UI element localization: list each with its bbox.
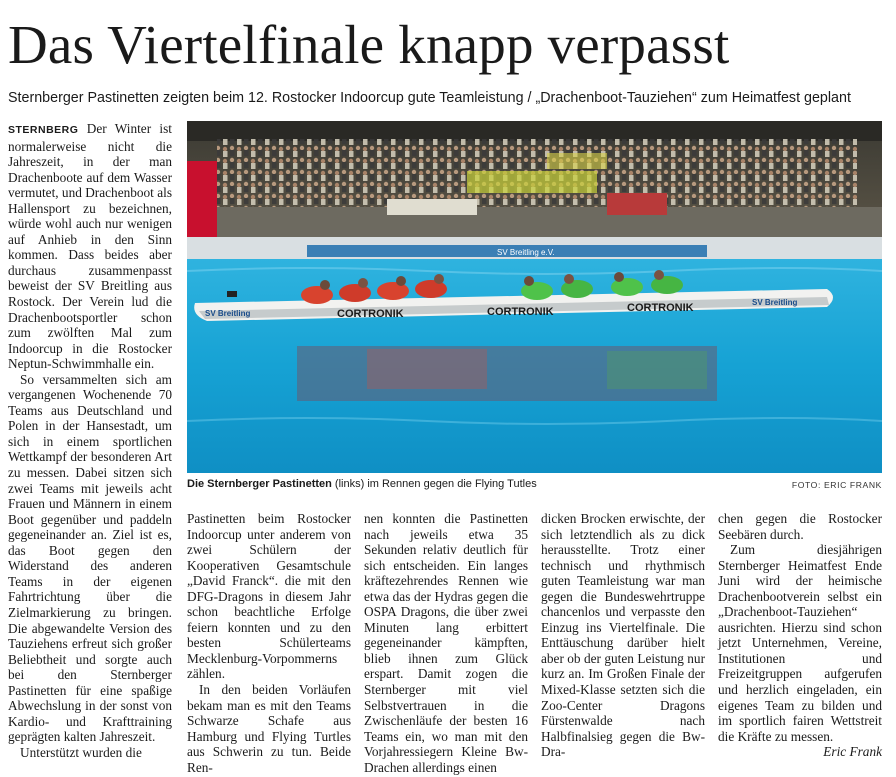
paragraph: Zum diesjährigen Sternberger Heimatfest Ende Juni wird der heimische Drachenbootverein selbst ein „Drachenboot-Tauziehen“ ausrichten. Hierzu sind schon jetzt Unternehmen, Vereine, Institutionen und Freizeitgruppen aufgerufen und herzlich eingeladen, ein eigenes Team zu bilden und im sportlich fairen Wettstreit die Kräfte zu messen. (718, 542, 882, 744)
paragraph: nen konnten die Pastinetten nach jeweils etwa 35 Sekunden relativ deutlich für sich entscheiden. Ein langes kräftezehrendes Rennen wie etwa das der Hydras gegen die OSPA Dragons, die über zwei Minuten lang erbittert gegeneinander kämpften, blieb ihnen zum Glück erspart. Damit zogen die Sternberger mit viel Selbstvertrauen in die Zwischenläufe der besten 16 Teams ein, wo man mit den Vorjahressiegern Kleine Bw-Drachen allerdings einen (364, 511, 528, 775)
subheadline: Sternberger Pastinetten zeigten beim 12. Rostocker Indoorcup gute Teamleistung / „Drachenboot-Tauziehen“ zum Heimatfest geplant (8, 90, 851, 106)
paragraph: Der Winter ist normalerweise nicht die Jahreszeit, in der man Drachenboote auf dem Wasser vermutet, und Drachenboot als Hallensport zu bezeichnen, würde wohl auch nur wenigen auf Anhieb in den Sinn kommen. Dass beides aber durchaus zusammenpasst beweist der SV Breitling aus Rostock. Der Verein lud die Drachenbootsportler schon zum zwölften Mal zum Indoorcup in die Rostocker Neptun-Schwimmhalle ein. (8, 121, 172, 372)
paragraph: In den beiden Vorläufen bekam man es mit den Teams Schwarze Schafe aus Hamburg und Flying Turtles aus Schwerin zu tun. Beide Ren- (187, 682, 351, 775)
text-column-1 (8, 121, 172, 760)
caption-text: (links) im Rennen gegen die Flying Tutles (331, 478, 537, 490)
spectator-stands (187, 121, 882, 241)
text-column-4 (541, 511, 705, 760)
paragraph: chen gegen die Rostocker Seebären durch. (718, 511, 882, 542)
boat-sponsor-label: CORTRONIK (337, 308, 404, 320)
boat-sponsor-label: CORTRONIK (487, 306, 554, 318)
pool-edge (187, 237, 882, 259)
dateline: STERNBERG (8, 124, 79, 136)
photo-credit: FOTO: ERIC FRANK (791, 480, 882, 490)
news-photo (187, 121, 882, 473)
text-column-3 (364, 511, 528, 775)
paragraph: Pastinetten beim Rostocker Indoorcup unter anderem von zwei Schülern der Kooperativen Gesamtschule „David Franck“. die mit den DFG-Dragons in diesem Jahr schon beachtliche Erfolge feiern konnten und zu den besten Schülerteams Mecklenburg-Vorpommerns zählen. (187, 511, 351, 682)
caption-bold: Die Sternberger Pastinetten (187, 478, 332, 490)
photo-caption (187, 477, 882, 493)
boat-club-label-right: SV Breitling (752, 298, 798, 307)
paragraph: So versammelten sich am vergangenen Wochenende 70 Teams aus Deutschland und Polen in der Hansestadt, um sich in einem sportlichen Wettkampf der besonderen Art zu messen. Dabei sitzen sich zwei Teams mit jeweils acht Frauen und Männern in einem Boot gegenüber und paddeln gegeneinander an. Ziel ist es, das Boot gegen den Widerstand des anderen Teams in der eigenen Fahrtrichtung über die Zielmarkierung zu bringen. Die abgewandelte Version des Tauziehens erfreut sich großer Beliebtheit und sorgte auch bei den Sternberger Pastinetten für eine spaßige Abwechslung in der sonst von Kardio- und Krafttraining geprägten kalten Jahreszeit. (8, 371, 172, 745)
boat-club-label-left: SV Breitling (205, 309, 251, 318)
text-column-2 (187, 511, 351, 775)
headline: Das Viertelfinale knapp verpasst (8, 14, 730, 75)
text-column-5 (718, 511, 882, 760)
pool-banner-text: SV Breitling e.V. (497, 248, 555, 257)
paragraph: Unterstützt wurden die (20, 744, 142, 760)
boat-sponsor-label: CORTRONIK (627, 302, 694, 314)
author-signature: Eric Frank (823, 744, 882, 760)
paragraph: dicken Brocken erwischte, der sich letztendlich als zu dick herausstellte. Trotz einer technisch und rhythmisch guten Teamleistung war man gegen die Bundeswehrtruppe chancenlos und verpasste den Einzug ins Viertelfinale. Die Enttäuschung darüber hielt aber ob der guten Leistung nur kurz an. Im Großen Finale der Mixed-Klasse setzten sich die Zoo-Center Dragons Fürstenwalde nach Halbfinalsieg gegen die Bw-Dra- (541, 511, 705, 760)
